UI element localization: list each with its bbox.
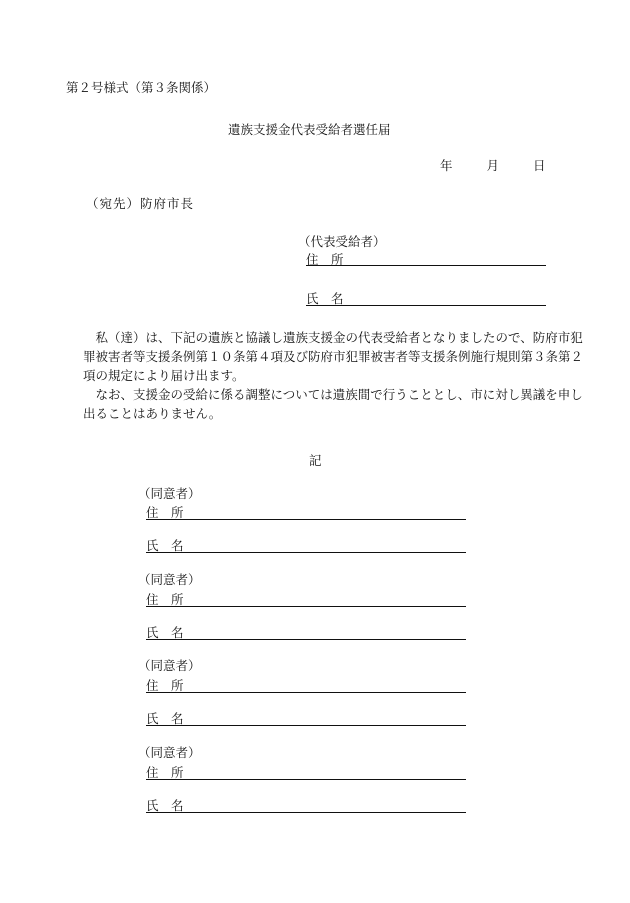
form-number: 第２号様式（第３条関係）	[66, 80, 217, 95]
ki-heading: 記	[309, 453, 322, 468]
representative-name-label: 氏 名	[306, 291, 344, 306]
consenter-address-label: 住 所	[146, 505, 184, 520]
date-day-label: 日	[533, 158, 546, 173]
representative-name-line[interactable]	[306, 305, 546, 306]
body-paragraph-1: 私（達）は、下記の遺族と協議し遺族支援金の代表受給者となりましたので、防府市犯罪被害者等支援条例第１０条第４項及び防府市犯罪被害者等支援条例施行規則第３条第２項の規定により届け出ます。	[83, 330, 584, 383]
consenter-name-label: 氏 名	[146, 798, 184, 813]
consenter-name-label: 氏 名	[146, 625, 184, 640]
consenter-address-line[interactable]	[146, 779, 466, 780]
consenter-name-label: 氏 名	[146, 711, 184, 726]
consenter-address-label: 住 所	[146, 592, 184, 607]
date-year-label: 年	[440, 158, 453, 173]
representative-heading: （代表受給者）	[298, 234, 386, 249]
document-title: 遺族支援金代表受給者選任届	[228, 122, 391, 137]
consenter-address-line[interactable]	[146, 692, 466, 693]
consenter-address-line[interactable]	[146, 519, 466, 520]
consenter-name-line[interactable]	[146, 552, 466, 553]
consenter-heading: （同意者）	[138, 572, 201, 587]
representative-address-line[interactable]	[306, 265, 546, 266]
consenter-heading: （同意者）	[138, 486, 201, 501]
representative-address-label: 住 所	[306, 252, 344, 267]
body-text	[83, 328, 583, 423]
date-month-label: 月	[486, 158, 500, 173]
date-field	[440, 158, 546, 174]
consenter-address-line[interactable]	[146, 606, 466, 607]
consenter-name-line[interactable]	[146, 725, 466, 726]
consenter-name-line[interactable]	[146, 812, 466, 813]
consenter-name-line[interactable]	[146, 639, 466, 640]
consenter-address-label: 住 所	[146, 678, 184, 693]
addressee: （宛先）防府市長	[86, 196, 195, 211]
body-paragraph-2: なお、支援金の受給に係る調整については遺族間で行うこととし、市に対し異議を申し出ることはありません。	[83, 387, 583, 421]
consenter-address-label: 住 所	[146, 765, 184, 780]
consenter-heading: （同意者）	[138, 658, 201, 673]
consenter-name-label: 氏 名	[146, 538, 184, 553]
consenter-heading: （同意者）	[138, 745, 201, 760]
